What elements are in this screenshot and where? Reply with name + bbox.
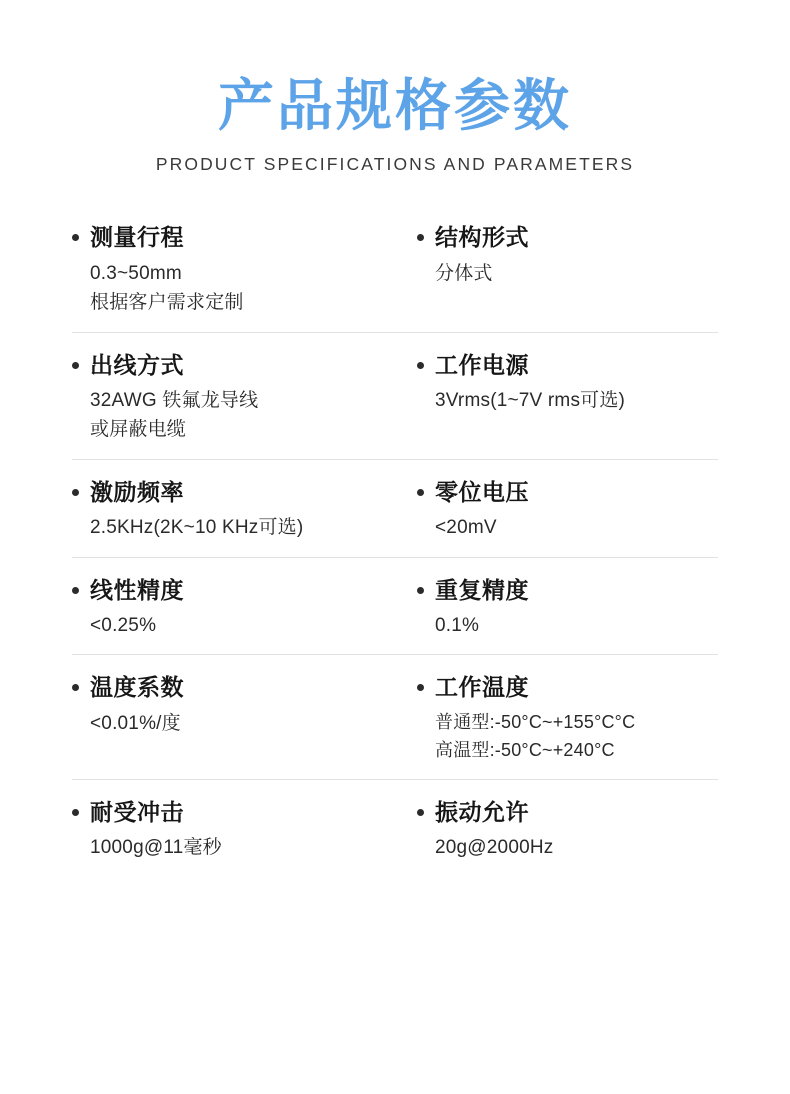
spec-row — [72, 557, 718, 655]
spec-row — [72, 459, 718, 557]
spec-label-wrap — [417, 796, 710, 829]
bullet-icon — [72, 809, 79, 816]
spec-cell-right — [395, 796, 718, 863]
spec-values — [90, 833, 387, 862]
spec-values — [435, 386, 710, 415]
spec-label: 振动允许 — [435, 798, 529, 825]
spec-values — [90, 386, 387, 445]
spec-value: <0.25% — [90, 614, 157, 636]
spec-label-wrap — [72, 796, 387, 829]
spec-label-wrap — [72, 221, 387, 254]
spec-label-wrap — [417, 476, 710, 509]
spec-values — [435, 833, 710, 862]
bullet-icon — [72, 587, 79, 594]
spec-cell-right — [395, 476, 718, 543]
spec-values — [90, 709, 387, 738]
spec-value: 1000g@11毫秒 — [90, 836, 222, 858]
spec-value: 根据客户需求定制 — [90, 292, 244, 314]
spec-label: 测量行程 — [90, 224, 184, 251]
bullet-icon — [417, 809, 424, 816]
spec-cell-left — [72, 476, 395, 543]
spec-label: 激励频率 — [90, 478, 184, 505]
spec-label: 耐受冲击 — [90, 798, 184, 825]
spec-label: 出线方式 — [90, 351, 184, 378]
spec-value: 高温型:-50°C~+240°C — [435, 739, 615, 760]
spec-cell-right — [395, 221, 718, 317]
spec-row — [72, 332, 718, 459]
bullet-icon — [72, 234, 79, 241]
spec-value: 普通型:-50°C~+155°C°C — [435, 711, 636, 732]
spec-row — [72, 779, 718, 877]
spec-values — [90, 611, 387, 640]
spec-values — [435, 259, 710, 288]
spec-values — [435, 611, 710, 640]
spec-cell-left — [72, 796, 395, 863]
spec-label-wrap — [72, 349, 387, 382]
spec-label-wrap — [72, 476, 387, 509]
spec-row — [72, 654, 718, 778]
bullet-icon — [72, 684, 79, 691]
spec-value: 0.1% — [435, 614, 480, 636]
spec-label-wrap — [417, 221, 710, 254]
spec-label: 线性精度 — [90, 576, 184, 603]
spec-label: 结构形式 — [435, 224, 529, 251]
bullet-icon — [417, 684, 424, 691]
spec-label: 工作温度 — [435, 674, 529, 701]
spec-values — [90, 259, 387, 318]
spec-value: 20g@2000Hz — [435, 836, 554, 858]
page-title: 产品规格参数 — [218, 74, 572, 137]
spec-values — [435, 709, 710, 765]
spec-cell-right — [395, 671, 718, 764]
specs-table — [0, 213, 790, 876]
spec-row — [72, 213, 718, 331]
bullet-icon — [417, 234, 424, 241]
spec-value: <20mV — [435, 517, 497, 539]
spec-cell-right — [395, 349, 718, 445]
spec-label: 零位电压 — [435, 478, 529, 505]
spec-value: <0.01%/度 — [90, 712, 181, 734]
spec-label-wrap — [417, 349, 710, 382]
bullet-icon — [417, 489, 424, 496]
spec-label-wrap — [72, 574, 387, 607]
spec-value: 0.3~50mm — [90, 262, 182, 284]
bullet-icon — [417, 362, 424, 369]
spec-cell-right — [395, 574, 718, 641]
spec-value: 或屏蔽电缆 — [90, 419, 187, 441]
spec-label-wrap — [417, 671, 710, 704]
spec-cell-left — [72, 671, 395, 764]
spec-label-wrap — [72, 671, 387, 704]
bullet-icon — [72, 362, 79, 369]
spec-cell-left — [72, 221, 395, 317]
spec-label: 温度系数 — [90, 674, 184, 701]
page-header — [0, 0, 790, 175]
spec-cell-left — [72, 574, 395, 641]
spec-values — [90, 513, 387, 542]
spec-label: 重复精度 — [435, 576, 529, 603]
bullet-icon — [417, 587, 424, 594]
spec-cell-left — [72, 349, 395, 445]
spec-value: 3Vrms(1~7V rms可选) — [435, 389, 626, 411]
spec-label-wrap — [417, 574, 710, 607]
bullet-icon — [72, 489, 79, 496]
spec-value: 2.5KHz(2K~10 KHz可选) — [90, 517, 304, 539]
spec-value: 32AWG 铁氟龙导线 — [90, 389, 259, 411]
spec-value: 分体式 — [435, 262, 493, 284]
page-subtitle: PRODUCT SPECIFICATIONS AND PARAMETERS — [155, 154, 635, 175]
spec-label: 工作电源 — [435, 351, 529, 378]
spec-values — [435, 513, 710, 542]
